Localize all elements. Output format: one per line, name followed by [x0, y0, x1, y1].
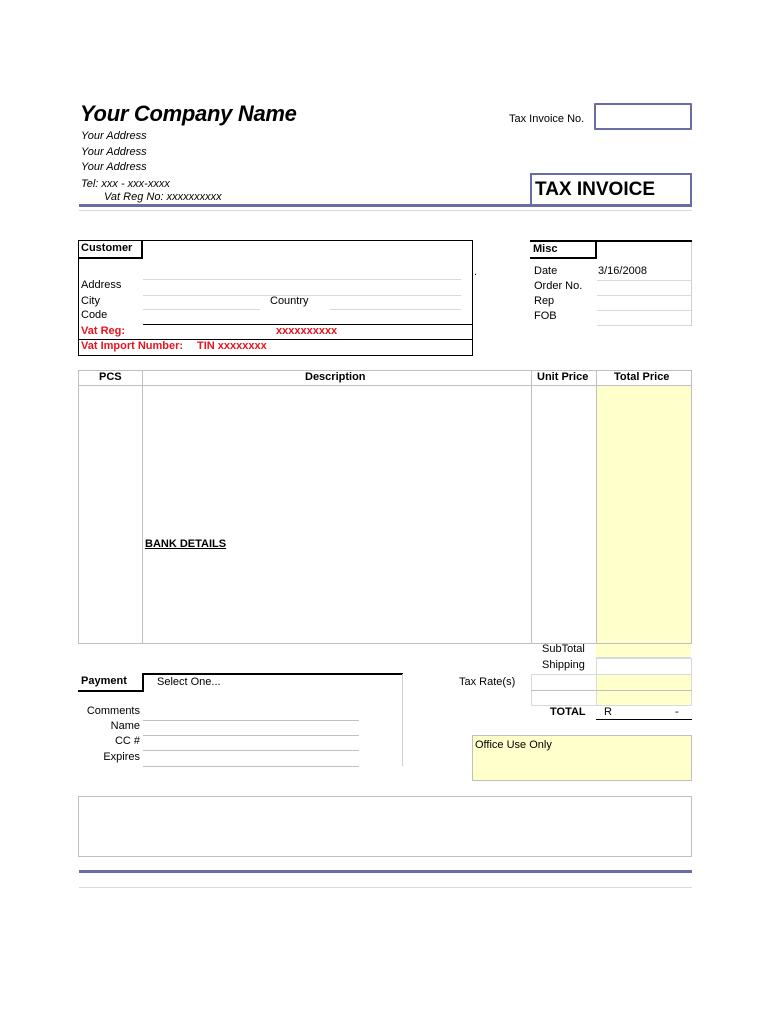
customer-name-line[interactable]: [143, 279, 461, 280]
total-underline: [596, 719, 692, 720]
misc-header-tab: [530, 240, 597, 259]
subtotal-label: SubTotal: [542, 643, 585, 655]
customer-vat-import-value[interactable]: TIN xxxxxxxx: [197, 340, 267, 352]
misc-fob-field[interactable]: [597, 325, 692, 326]
company-vat-reg: Vat Reg No: xxxxxxxxxx: [104, 191, 222, 203]
company-address-2: Your Address: [81, 146, 147, 158]
header-rule-thin: [79, 210, 692, 211]
total-currency: R: [604, 706, 612, 718]
payment-method-select[interactable]: Select One...: [157, 676, 221, 688]
company-address-3: Your Address: [81, 161, 147, 173]
payment-cc-field[interactable]: [143, 750, 359, 751]
items-header-rule: [78, 385, 692, 386]
misc-date-label: Date: [534, 265, 558, 277]
misc-top-rule: [597, 240, 692, 242]
tax-invoice-number-label: Tax Invoice No.: [509, 113, 585, 125]
payment-top-rule: [143, 673, 403, 675]
shipping-value[interactable]: [596, 658, 692, 675]
customer-vat-import-label: Vat Import Number:: [81, 340, 184, 352]
customer-header: Customer: [81, 242, 133, 254]
col-unit-price-header: Unit Price: [537, 371, 589, 383]
customer-code-label: Code: [81, 309, 108, 321]
customer-country-field[interactable]: [330, 309, 461, 310]
customer-vat-reg-label: Vat Reg:: [81, 325, 126, 337]
subtotal-value[interactable]: [596, 644, 691, 658]
payment-expires-field[interactable]: [143, 766, 359, 767]
tax-invoice-number-field[interactable]: [594, 103, 692, 130]
customer-address-label: Address: [81, 279, 122, 291]
misc-date-line: [597, 280, 692, 281]
company-address-1: Your Address: [81, 130, 147, 142]
payment-header: Payment: [81, 675, 127, 687]
customer-country-label: Country: [270, 295, 309, 307]
payment-comments-label: Comments: [86, 705, 140, 717]
payment-expires-label: Expires: [103, 751, 140, 763]
customer-header-tab: [78, 240, 143, 259]
misc-right-edge: [691, 242, 692, 326]
header-rule: [79, 204, 692, 207]
customer-vat-reg-value[interactable]: xxxxxxxxxx: [276, 325, 338, 337]
total-price-column-fill: [596, 386, 691, 643]
col-pcs-header: PCS: [99, 371, 122, 383]
tax-rate-label: Tax Rate(s): [459, 676, 516, 688]
items-col-sep-3: [596, 370, 597, 644]
items-col-sep-2: [531, 370, 532, 644]
payment-header-tab: [78, 673, 144, 692]
misc-rep-label: Rep: [534, 295, 555, 307]
misc-date-value[interactable]: 3/16/2008: [598, 265, 647, 277]
misc-order-field[interactable]: [597, 295, 692, 296]
customer-city-label: City: [81, 295, 100, 307]
bank-details: BANK DETAILS: [145, 538, 227, 550]
company-name: Your Company Name: [80, 101, 297, 126]
payment-cc-label: CC #: [114, 735, 140, 747]
shipping-label: Shipping: [542, 659, 585, 671]
col-description-header: Description: [305, 371, 366, 383]
tax-invoice-title-box: [530, 173, 692, 207]
payment-name-label: Name: [110, 720, 140, 732]
misc-header: Misc: [533, 243, 558, 255]
tax-invoice-title: TAX INVOICE: [535, 179, 655, 200]
footer-rule: [79, 870, 692, 873]
customer-dot: .: [474, 266, 478, 278]
misc-order-label: Order No.: [534, 280, 583, 292]
col-total-price-header: Total Price: [614, 371, 670, 383]
office-use-box[interactable]: [472, 735, 692, 781]
items-col-sep-1: [142, 370, 143, 644]
total-value: -: [675, 706, 679, 718]
tax-rate-split: [531, 690, 596, 691]
footer-rule-thin: [79, 887, 692, 888]
misc-fob-label: FOB: [534, 310, 557, 322]
customer-city-field[interactable]: [143, 309, 260, 310]
total-label: TOTAL: [550, 706, 586, 718]
payment-right-edge: [402, 674, 403, 766]
payment-comments-field[interactable]: [143, 720, 359, 721]
misc-rep-field[interactable]: [597, 310, 692, 311]
payment-name-field[interactable]: [143, 735, 359, 736]
company-tel: Tel: xxx - xxx-xxxx: [81, 178, 170, 190]
tax-value-split: [596, 690, 692, 691]
notes-box[interactable]: [78, 796, 692, 857]
office-use-label: Office Use Only: [475, 739, 552, 751]
